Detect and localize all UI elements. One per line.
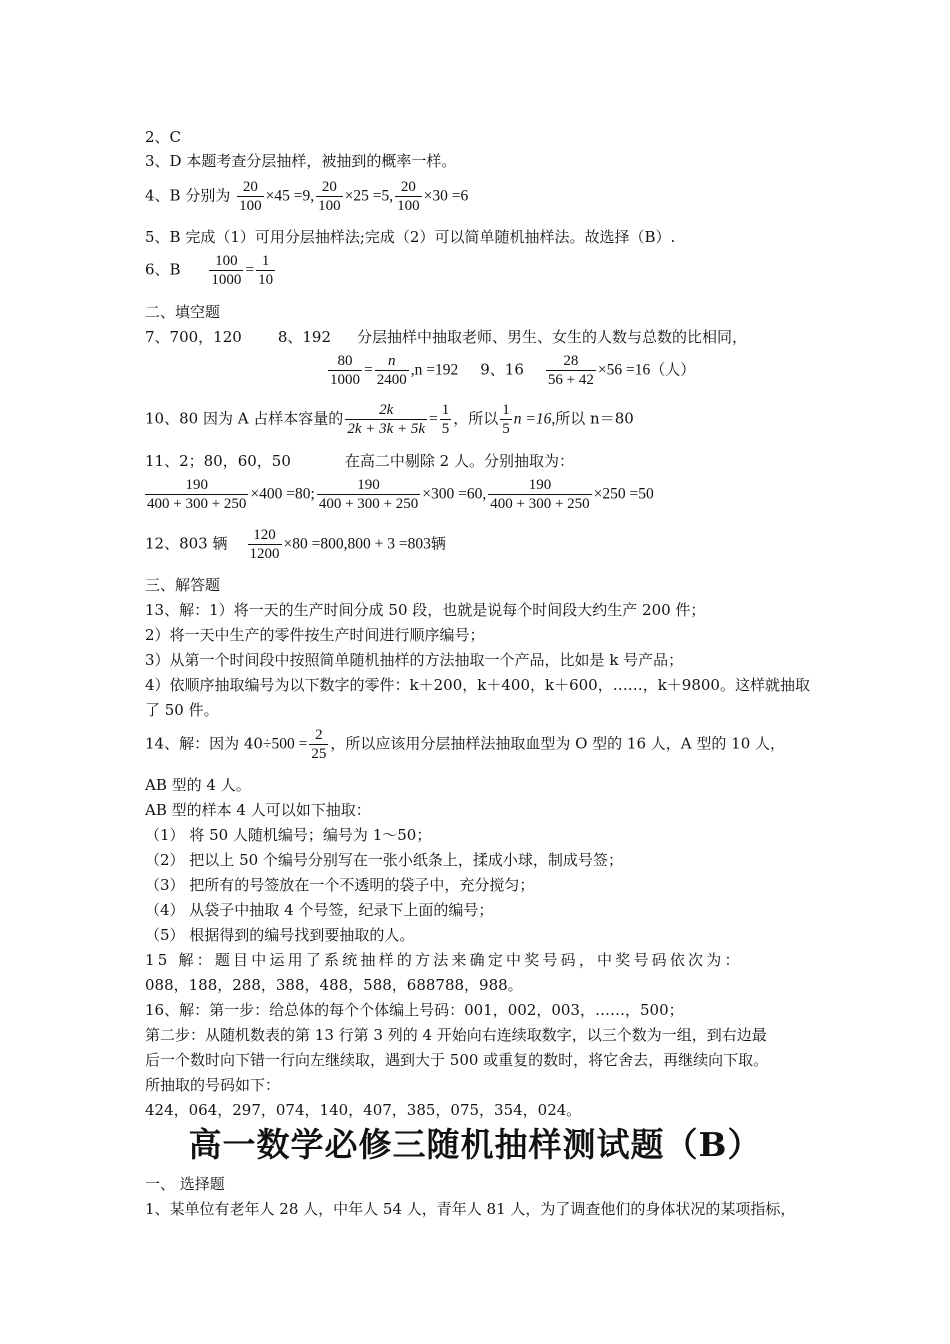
fraction: $\frac{100}{1000}$ (211, 253, 242, 288)
step-3: （3） 把所有的号签放在一个不透明的袋子中，充分搅匀； (145, 876, 535, 894)
fraction: $\frac{80}{1000}$ (330, 353, 360, 388)
answer-2: 2、C (145, 128, 182, 146)
fraction: $\frac{190}{400 + 300 + 250}$ (147, 477, 247, 512)
answer-13-line3: 3）从第一个时间段中按照简单随机抽样的方法抽取一个产品，比如是 k 号产品； (145, 651, 684, 669)
answer-16-line1: 16、解：第一步：给总体的每个个体编上号码：001，002，003，……，500； (145, 1001, 684, 1019)
fraction: $\frac{190}{400 + 300 + 250}$ (318, 477, 419, 512)
section-fill-in: 二、填空题 (145, 303, 221, 321)
answer-16-line2: 第二步：从随机数表的第 13 行第 3 列的 4 开始向右连续取数字，以三个数为一组，到右边最 (145, 1026, 767, 1044)
step-5: （5） 根据得到的编号找到要抽取的人。 (145, 926, 415, 944)
fraction: $\frac{190}{400 + 300 + 250}$ (490, 477, 590, 512)
answer-8-9-math: $\frac{80}{1000}$ = $\frac{n}{2400}$ ,n =192 9、16 $\frac{28}{56 + 42}$ ×56 =16（人） (330, 353, 696, 388)
fraction: $\frac{20}{100}$ (397, 179, 420, 214)
fraction: $\frac{1}{10}$ (258, 253, 274, 288)
answer-12: 12、803 辆 $\frac{120}{1200}$ ×80 =800,800 + 3 =803辆 (145, 527, 446, 562)
answer-16-line5: 424，064，297，074，140，407，385，075，354，024。 (145, 1101, 582, 1119)
answer-6: 6、B $\frac{100}{1000}$ = $\frac{1}{10}$ (145, 253, 274, 288)
answer-13-line4: 4）依顺序抽取编号为以下数字的零件：k＋200，k＋400，k＋600，……，k＋9800。这样就抽取 (145, 676, 810, 694)
answer-11: 11、2；80，60，50 在高二中剔除 2 人。分别抽取为： (145, 452, 574, 470)
answer-11-math: $\frac{190}{400 + 300 + 250}$ ×400 =80; $\frac{190}{400 + 300 + 250}$ ×300 =60, $\frac{190}{400 + 300 + 250}$ ×250 =50 (147, 477, 654, 512)
page-title: 高一数学必修三随机抽样测试题（B） (188, 1125, 762, 1164)
answer-13-line1: 13、解：1）将一天的生产时间分成 50 段，也就是说每个时间段大约生产 200 件； (145, 601, 706, 619)
fraction: $\frac{n}{2400}$ (376, 353, 407, 388)
answer-16-line3: 后一个数时向下错一行向左继续取，遇到大于 500 或重复的数时，将它舍去，再继续向下取。 (145, 1051, 769, 1069)
section-choice: 一、 选择题 (145, 1175, 225, 1193)
section-answer: 三、解答题 (145, 576, 221, 594)
question-1: 1、某单位有老年人 28 人，中年人 54 人，青年人 81 人，为了调查他们的身体状况的某项指标， (145, 1200, 796, 1218)
answer-5: 5、B 完成（1）可用分层抽样法;完成（2）可以简单随机抽样法。故选择（B）. (145, 228, 676, 246)
fraction: $\frac{20}{100}$ (318, 179, 341, 214)
fraction: $\frac{1}{5}$ (441, 402, 450, 437)
answer-3: 3、D 本题考查分层抽样，被抽到的概率一样。 (145, 152, 457, 170)
answer-14-line3: AB 型的样本 4 人可以如下抽取： (145, 801, 371, 819)
answer-16-line4: 所抽取的号码如下： (145, 1076, 281, 1094)
answer-14: 14、解：因为 40÷500 = $\frac{2}{25}$ ，所以应该用分层抽样法抽取血型为 O 型的 16 人，A 型的 10 人， (145, 727, 786, 762)
answer-7-8: 7、700，120 8、192 分层抽样中抽取老师、男生、女生的人数与总数的比相同， (145, 328, 748, 346)
step-2: （2） 把以上 50 个编号分别写在一张小纸条上，揉成小球，制成号签； (145, 851, 623, 869)
answer-15-line1: 15 解：题目中运用了系统抽样的方法来确定中奖号码，中奖号码依次为： (145, 951, 743, 969)
step-4: （4） 从袋子中抽取 4 个号签，纪录下上面的编号； (145, 901, 494, 919)
answer-13-line2: 2）将一天中生产的零件按生产时间进行顺序编号； (145, 626, 485, 644)
fraction: $\frac{20}{100}$ (239, 179, 262, 214)
fraction: $\frac{120}{1200}$ (249, 527, 280, 562)
answer-4: 4、B 分别为 $\frac{20}{100}$ ×45 =9, $\frac{20}{100}$ ×25 =5, $\frac{20}{100}$ ×30 =6 (145, 179, 469, 214)
step-1: （1） 将 50 人随机编号；编号为 1～50； (145, 826, 432, 844)
answer-15-line2: 088，188，288，388，488，588，688788，988。 (145, 976, 523, 994)
fraction: $\frac{28}{56 + 42}$ (547, 353, 594, 388)
answer-14-line2: AB 型的 4 人。 (145, 776, 251, 794)
fraction: $\frac{2}{25}$ (311, 727, 327, 762)
fraction: $\frac{1}{5}$ (502, 402, 510, 437)
fraction: $\frac{2k}{2k + 3k + 5k}$ (347, 402, 426, 437)
answer-13-line5: 了 50 件。 (145, 701, 219, 719)
answer-10: 10、80 因为 A 占样本容量的 $\frac{2k}{2k + 3k + 5k}$ = $\frac{1}{5}$ ，所以 $\frac{1}{5}$ n =16,所以 n＝80 (145, 402, 634, 437)
answer-4-label: 4、B 分别为 (145, 186, 231, 205)
